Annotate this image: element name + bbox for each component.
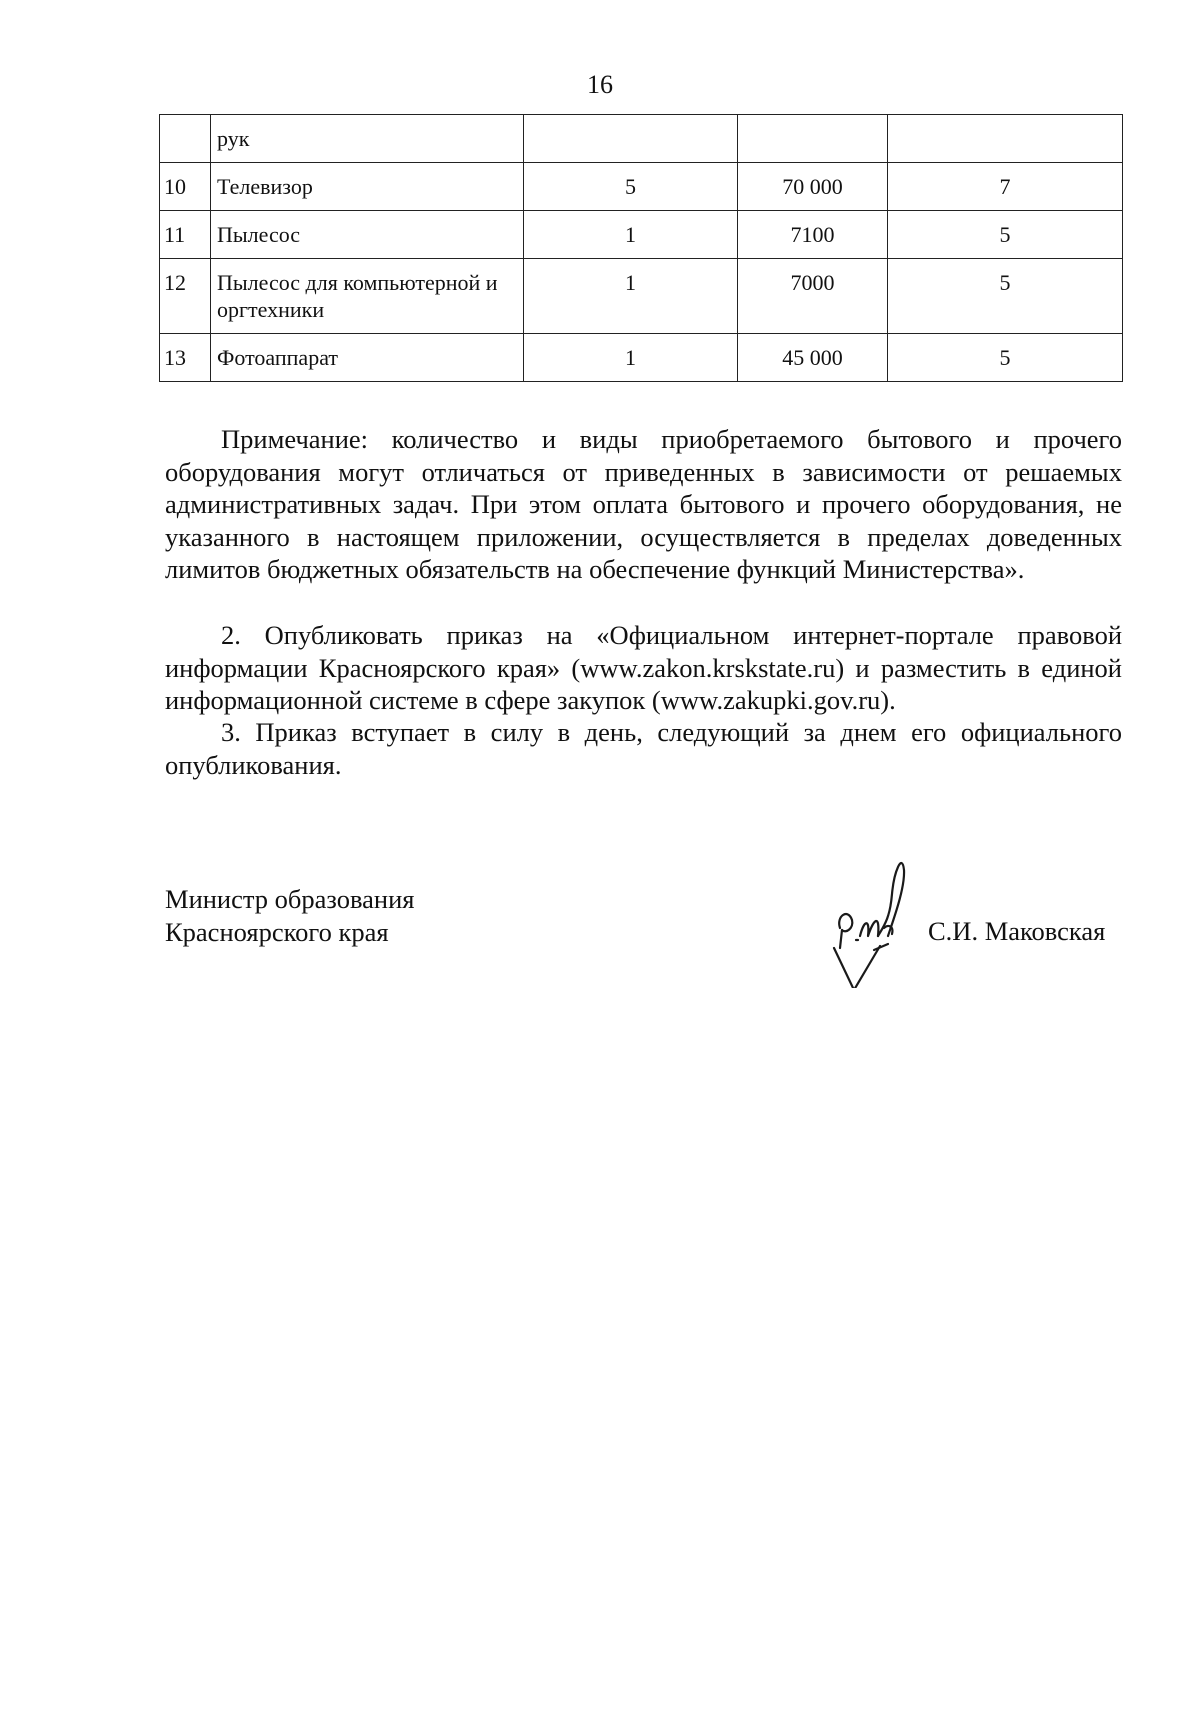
row-number: 13: [160, 334, 211, 382]
effective-date-paragraph: [165, 716, 1122, 781]
row-quantity: [524, 115, 738, 163]
table-row: [160, 259, 1123, 334]
row-quantity: 1: [524, 259, 738, 334]
row-price: 70 000: [738, 163, 888, 211]
signer-position: [165, 883, 414, 948]
row-price: [738, 115, 888, 163]
row-number: 12: [160, 259, 211, 334]
row-number: 11: [160, 211, 211, 259]
note-paragraph: [165, 423, 1122, 586]
table-row: [160, 115, 1123, 163]
row-quantity: 5: [524, 163, 738, 211]
row-item-name: Телевизор: [211, 163, 524, 211]
row-service-years: 5: [888, 211, 1123, 259]
publication-text: 2. Опубликовать приказ на «Официальном интернет-портале правовой информации Красноярского края» (www.zakon.krskstate.ru) и разместить в единой информационной системе в сфере закупок (www.zakupki.gov.ru).: [165, 620, 1122, 715]
effective-date-text: 3. Приказ вступает в силу в день, следующий за днем его официального опубликования.: [165, 717, 1122, 780]
signer-name: С.И. Маковская: [928, 916, 1106, 946]
row-price: 45 000: [738, 334, 888, 382]
row-service-years: [888, 115, 1123, 163]
row-number: 10: [160, 163, 211, 211]
handwritten-signature: [830, 848, 930, 988]
note-text: Примечание: количество и виды приобретаемого бытового и прочего оборудования могут отличаться от приведенных в зависимости от решаемых административных задач. При этом оплата бытового и прочего оборудования, не указанного в настоящем приложении, осуществляется в пределах доведенных лимитов бюджетных обязательств на обеспечение функций Министерства».: [165, 424, 1122, 584]
table-row: [160, 211, 1123, 259]
row-item-name: Фотоаппарат: [211, 334, 524, 382]
signer-position-line1: Министр образования: [165, 884, 415, 914]
row-price: 7100: [738, 211, 888, 259]
row-number: [160, 115, 211, 163]
row-quantity: 1: [524, 211, 738, 259]
row-price: 7000: [738, 259, 888, 334]
row-service-years: 5: [888, 259, 1123, 334]
row-item-name: Пылесос: [211, 211, 524, 259]
row-item-name: Пылесос для компьютерной и оргтехники: [211, 259, 524, 334]
row-item-name: рук: [211, 115, 524, 163]
table-row: [160, 163, 1123, 211]
row-service-years: 5: [888, 334, 1123, 382]
table-row: [160, 334, 1123, 382]
row-service-years: 7: [888, 163, 1123, 211]
signer-position-line2: Красноярского края: [165, 916, 389, 947]
page-number: 16: [587, 70, 613, 99]
equipment-table: [159, 114, 1123, 382]
row-quantity: 1: [524, 334, 738, 382]
publication-paragraph: [165, 619, 1122, 717]
